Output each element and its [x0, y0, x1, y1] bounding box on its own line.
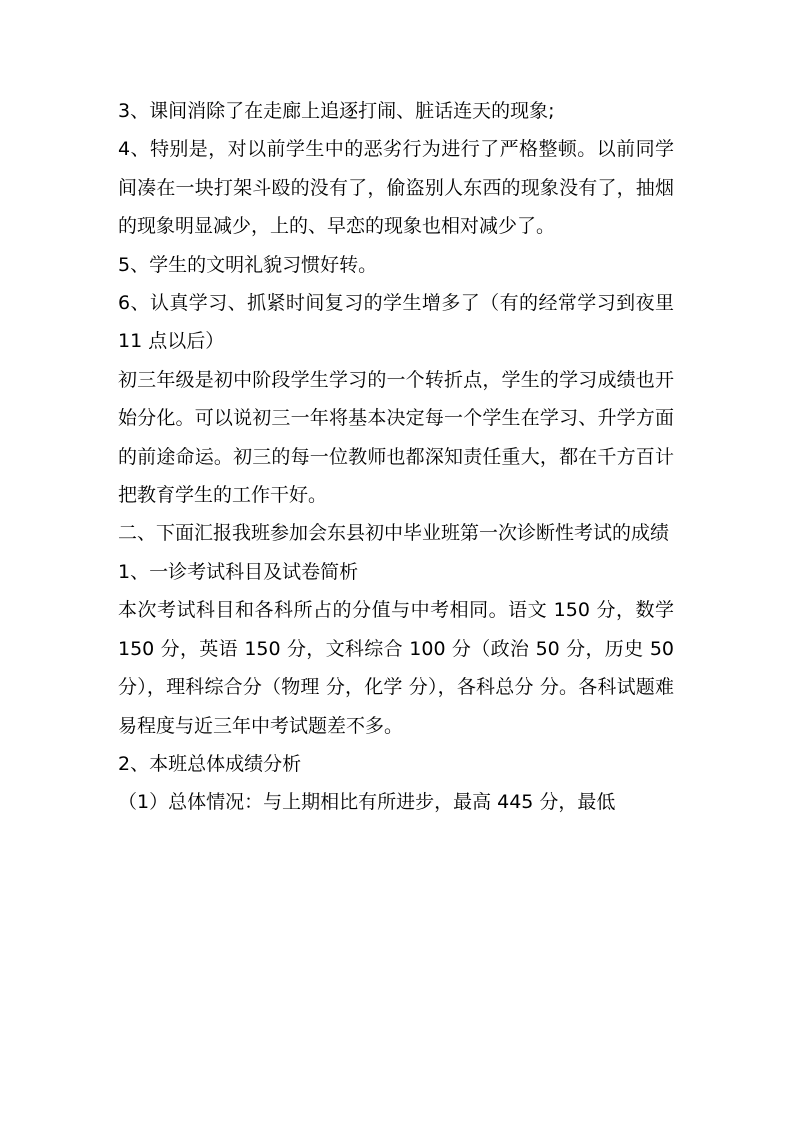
paragraph-item-3: 3、课间消除了在走廊上追逐打闹、脏话连天的现象; [118, 100, 555, 122]
subheading-class-analysis: 2、本班总体成绩分析 [118, 752, 302, 775]
paragraph-exam-scores: 本次考试科目和各科所占的分值与中考相同。语文 150 分，数学 150 分，英语 150 分，文科综合 100 分（政治 50 分，历史 50 分），理科综合分（物理 分，化学 分），各科总分 分。各科试题难易程度与近三年中考试题差不多。 [118, 599, 674, 737]
paragraph-item-5: 5、学生的文明礼貌习惯好转。 [118, 253, 378, 276]
paragraph-item-6: 6、认真学习、抓紧时间复习的学生增多了（有的经常学习到夜里 11 点以后） [118, 292, 674, 353]
subheading-exam-subjects: 1、一诊考试科目及试卷简析 [118, 560, 359, 583]
section-heading-two: 二、下面汇报我班参加会东县初中毕业班第一次诊断性考试的成绩 [118, 522, 670, 545]
paragraph-overall-situation: （1）总体情况：与上期相比有所进步，最高 445 分，最低 [118, 791, 616, 814]
paragraph-grade-three: 初三年级是初中阶段学生学习的一个转折点，学生的学习成绩也开始分化。可以说初三一年将基本决定每一个学生在学习、升学方面的前途命运。初三的每一位教师也都深知责任重大，都在千方百计把教育学生的工作干好。 [118, 368, 674, 507]
paragraph-item-4: 4、特别是，对以前学生中的恶劣行为进行了严格整顿。以前同学间凑在一块打架斗殴的没有了，偷盗别人东西的现象没有了，抽烟的现象明显减少，上的、早恋的现象也相对减少了。 [118, 138, 674, 238]
document-body [118, 92, 674, 822]
